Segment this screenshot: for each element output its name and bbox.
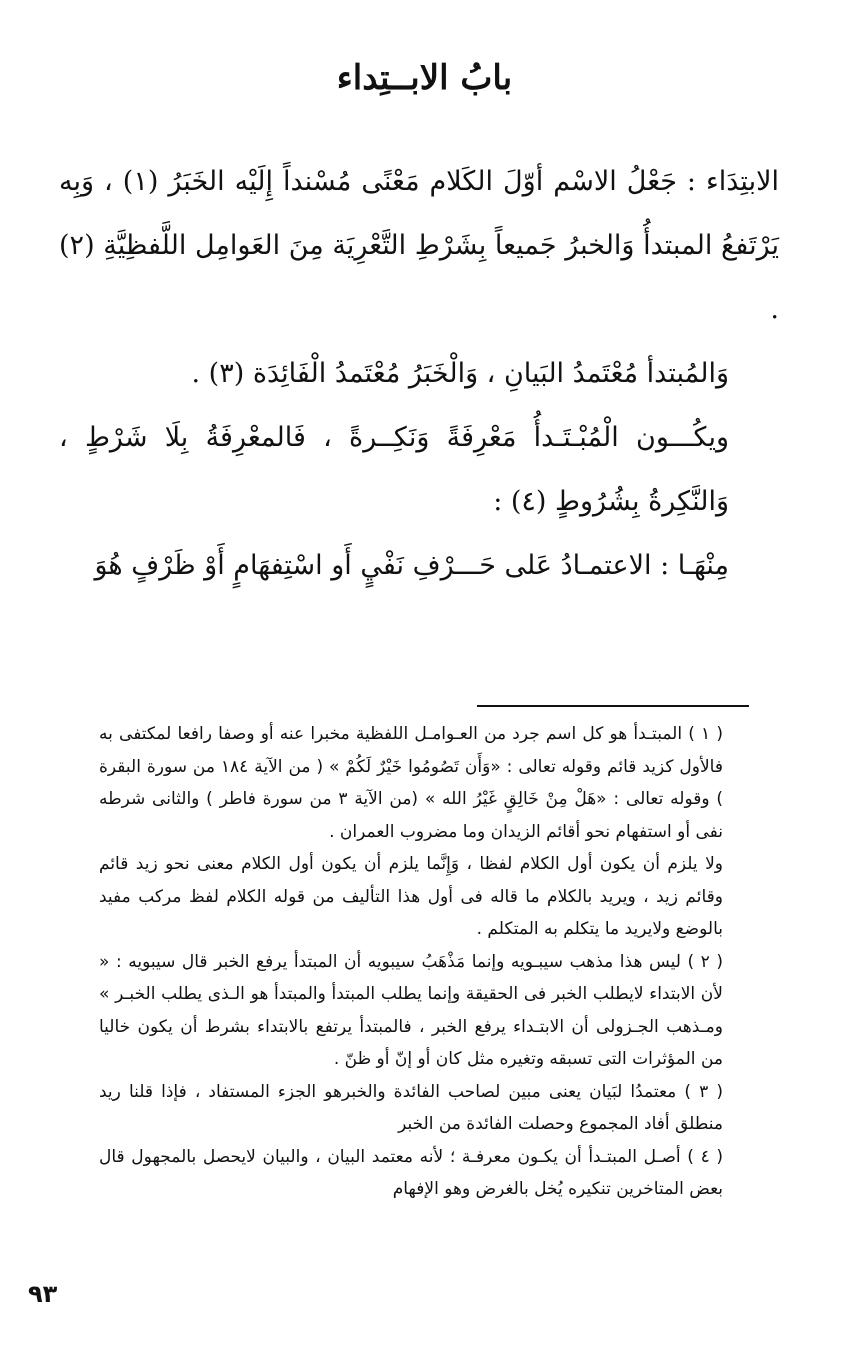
page-number: ٩٣ xyxy=(28,1280,58,1308)
main-paragraph-conditions: مِنْهَـا : الاعتمـادُ عَلى حَـــرْفِ نَفْيٍ أَو اسْتِفهَامٍ أَوْ ظَرْفٍ هُوَ xyxy=(94,550,729,581)
footnotes xyxy=(99,718,749,1206)
footnote-3: ( ٣ ) معتمدُا لبَيان يعنى مبين لصاحب الفائدة والخبرهو الجزء المستفاد ، فإذا قلنا ريد منطلق أفاد المجموع وحصلت الفائدة من الخبر xyxy=(99,1081,723,1134)
footnote-4: ( ٤ ) أصـل المبتـدأ أن يكـون معرفـة ؛ لأنه معتمد البيان ، والبيان لايحصل بالمجهول قال بعض المتاخرين تنكيره يُخل بالغرض وهو الإفهام xyxy=(99,1146,723,1199)
footnote-2: ( ٢ ) ليس هذا مذهب سيبـويه وإنما مَذْهَبُ سيبويه أن المبتدأ يرفع الخبر قال سيبويه : « لأن الابتداء لايطلب الخبر فى الحقيقة وإنما يطلب المبتدأ والمبتدأ هو الـذى يطلب الخبـر » ومـذهب الجـزولى أن الابتـداء يرفع الخبر ، فالمبتدأ يرتفع بالابتداء بشرط أن يكون خاليا من المؤثرات التى تسبقه وتغيره مثل كان أو إنّ أو ظنّ . xyxy=(99,951,723,1069)
main-paragraph-reliance: وَالمُبتدأ مُعْتَمدُ البَيانِ ، وَالْخَبَرُ مُعْتَمدُ الْفَائِدَة (٣) . xyxy=(191,358,729,389)
main-paragraph-definition: الابتِدَاء : جَعْلُ الاسْم أوّلَ الكَلام مَعْنًى مُسْنداً إِلَيْه الخَبَرُ (١) ، وَبِه يَرْتَفعُ المبتدأُ وَالخبرُ جَميعاً بِشَرْطِ التَّعْرِيَة مِنَ العَوامِل اللَّفظِيَّةِ (٢) . xyxy=(59,166,779,325)
main-text xyxy=(59,150,779,598)
main-paragraph-definite-indefinite: ويكُـــون الْمُبْـتَـدأُ مَعْرِفَةً وَنَكِــرةً ، فَالمعْرِفَةُ بِلَا شَرْطٍ ، وَالنَّكِرةُ بِشُرُوطٍ (٤) : xyxy=(59,422,729,517)
footnote-separator xyxy=(477,705,749,707)
footnote-1: ( ١ ) المبتـدأ هو كل اسم جرد من العـوامـل اللفظية مخبرا عنه أو وصفا رافعا لمكتفى به فالأول كزيد قائم وقوله تعالى : «وَأَن تَصُومُوا خَيْرٌ لَكُمْ » ( من الآية ١٨٤ من سورة البقرة ) وقوله تعالى : «هَلْ مِنْ خَالِقٍ غَيْرُ الله » (من الآية ٣ من سورة فاطر ) والثانى شرطه نفى أو استفهام نحو أقائم الزيدان وما مضروب العمران . xyxy=(99,724,723,842)
chapter-title: بابُ الابــتِداء xyxy=(336,58,513,98)
footnote-1-continued: ولا يلزم أن يكون أول الكلام لفظا ، وَإِنَّما يلزم أن يكون أول الكلام معنى نحو زيد قائم وقائم زيد ، ويريد بالكلام ما قاله فى أول هذا التأليف من قوله الكلام لفظ مركب مفيد بالوضع ولايريد ما يتكلم به المتكلم . xyxy=(99,854,723,939)
